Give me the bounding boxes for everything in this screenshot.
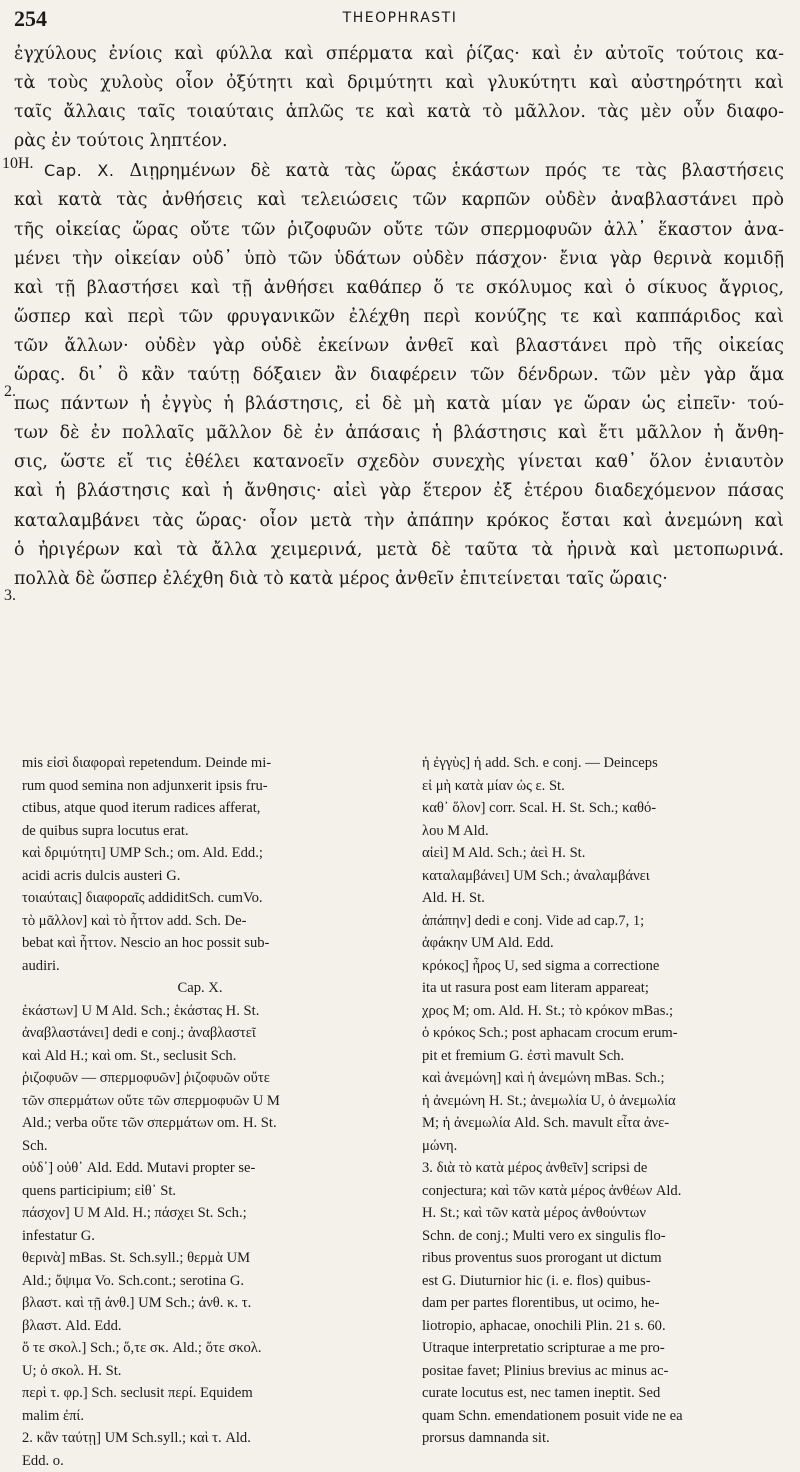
main-line: καὶ κατὰ τὰς ἀνθήσεις καὶ τελειώσεις τῶν καρπῶν οὐδὲν ἀναβλαστάνει πρὸ	[14, 186, 784, 215]
note-line: Schn. de conj.; Multi vero ex singulis flo-	[422, 1225, 784, 1248]
notes-right-column	[422, 752, 784, 1450]
chapter-heading: Cap. X.	[44, 161, 114, 180]
main-line: ὥρας. δι᾽ ὃ κἂν ταύτῃ δόξαιεν ἂν διαφέρειν τῶν δένδρων. τῶν μὲν γὰρ ἅμα	[14, 361, 784, 390]
note-line: H. St.; καὶ τῶν κατὰ μέρος ἀνθούντων	[422, 1202, 784, 1225]
note-line: καὶ ἀνεμώνη] καὶ ἡ ἀνεμώνη mBas. Sch.;	[422, 1067, 784, 1090]
note-line: μώνη.	[422, 1135, 784, 1158]
note-line: Ald.; ὄψιμα Vo. Sch.cont.; serotina G.	[22, 1270, 378, 1293]
note-line: infestatur G.	[22, 1225, 378, 1248]
main-line: πολλὰ δὲ ὥσπερ ἐλέχθη διὰ τὸ κατὰ μέρος ἀνθεῖν ἐπιτείνεται ταῖς ὥραις·	[14, 565, 784, 594]
note-line: positae favet; Plinius brevius ac minus ac-	[422, 1360, 784, 1383]
note-line: κρόκος] ἦρος U, sed sigma a correctione	[422, 955, 784, 978]
margin-para-2: 2.	[4, 383, 16, 401]
note-line: χρος M; om. Ald. H. St.; τὸ κρόκον mBas.;	[422, 1000, 784, 1023]
notes-left-column	[22, 752, 378, 1472]
note-line: ὅ τε σκολ.] Sch.; ὅ,τε σκ. Ald.; ὅτε σκολ.	[22, 1337, 378, 1360]
note-line: ἡ ἐγγὺς] ἡ add. Sch. e conj. — Deinceps	[422, 752, 784, 775]
note-line: βλαστ. καὶ τῇ ἀνθ.] UM Sch.; ἀνθ. κ. τ.	[22, 1292, 378, 1315]
note-line: prorsus damnanda sit.	[422, 1427, 784, 1450]
main-line: ὁ ἠριγέρων καὶ τὰ ἄλλα χειμερινά, μετὰ δὲ ταῦτα τὰ ἠρινὰ καὶ μετοπωρινά.	[14, 536, 784, 565]
main-line: καὶ ἡ βλάστησις καὶ ἡ ἄνθησις· αἰεὶ γὰρ ἕτερον ἐξ ἑτέρου διαδεχόμενον πάσας	[14, 477, 784, 506]
note-line: ita ut rasura post eam literam appareat;	[422, 977, 784, 1000]
note-line: ῥιζοφυῶν — σπερμοφυῶν] ῥιζοφυῶν οὔτε	[22, 1067, 378, 1090]
note-line: τοιαύταις] διαφοραῖς addiditSch. cumVo.	[22, 887, 378, 910]
note-line: 3. διὰ τὸ κατὰ μέρος ἀνθεῖν] scripsi de	[422, 1157, 784, 1180]
note-line: de quibus supra locutus erat.	[22, 820, 378, 843]
main-text	[14, 40, 784, 594]
main-line: ἐγχύλους ἐνίοις καὶ φύλλα καὶ σπέρματα καὶ ῥίζας· καὶ ἐν αὐτοῖς τούτοις κα-	[14, 40, 784, 69]
note-line: M; ἡ ἀνεμωλία Ald. Sch. mavult εἶτα ἀνε-	[422, 1112, 784, 1135]
main-line: καταλαμβάνει τὰς ὥρας· οἷον μετὰ τὴν ἀπάπην κρόκος ἔσται καὶ ἀνεμώνη καὶ	[14, 507, 784, 536]
note-line: οὐδ᾽] οὐθ᾽ Ald. Edd. Mutavi propter se-	[22, 1157, 378, 1180]
main-line-chapter	[14, 156, 784, 186]
note-line: καθ᾽ ὅλον] corr. Scal. H. St. Sch.; καθό-	[422, 797, 784, 820]
note-line: audiri.	[22, 955, 378, 978]
note-line: U; ὁ σκολ. H. St.	[22, 1360, 378, 1383]
note-line: περὶ τ. φρ.] Sch. seclusit περί. Equidem	[22, 1382, 378, 1405]
note-line: ἀναβλαστάνει] dedi e conj.; ἀναβλαστεῖ	[22, 1022, 378, 1045]
note-line: liotropio, aphacae, onochili Plin. 21 s. 60.	[422, 1315, 784, 1338]
main-line-text: Διῃρημένων δὲ κατὰ τὰς ὥρας ἑκάστων πρός τε τὰς βλαστήσεις	[129, 161, 784, 181]
main-line: τὰ τοὺς χυλοὺς οἷον ὀξύτητι καὶ δριμύτητι καὶ γλυκύτητι καὶ αὐστηρότητι καὶ	[14, 69, 784, 98]
margin-para-3: 3.	[4, 587, 16, 605]
note-line: λου M Ald.	[422, 820, 784, 843]
margin-chapter-ref: 10H.	[2, 155, 34, 173]
note-line: ὁ κρόκος Sch.; post aphacam crocum erum-	[422, 1022, 784, 1045]
page-number: 254	[14, 6, 47, 32]
note-line: καταλαμβάνει] UM Sch.; ἀναλαμβάνει	[422, 865, 784, 888]
note-line: ribus proventus suos prorogant ut dictum	[422, 1247, 784, 1270]
note-line: ἀπάπην] dedi e conj. Vide ad cap.7, 1;	[422, 910, 784, 933]
note-chapter-heading: Cap. X.	[22, 977, 378, 1000]
note-line: 2. κἂν ταύτῃ] UM Sch.syll.; καὶ τ. Ald.	[22, 1427, 378, 1450]
note-line: τῶν σπερμάτων οὔτε τῶν σπερμοφυῶν U M	[22, 1090, 378, 1113]
note-line: Sch.	[22, 1135, 378, 1158]
note-line: dam per partes florentibus, ut ocimo, he-	[422, 1292, 784, 1315]
note-line: ἡ ἀνεμώνη H. St.; ἀνεμωλία U, ὁ ἀνεμωλία	[422, 1090, 784, 1113]
note-line: conjectura; καὶ τῶν κατὰ μέρος ἀνθέων Ald.	[422, 1180, 784, 1203]
main-line: τῶν ἄλλων· οὐδὲν γὰρ οὐδὲ ἐκείνων ἀνθεῖ καὶ βλαστάνει πρὸ τῆς οἰκείας	[14, 332, 784, 361]
note-line: Ald.; verba οὔτε τῶν σπερμάτων om. H. St.	[22, 1112, 378, 1135]
main-line: πως πάντων ἡ ἐγγὺς ἡ βλάστησις, εἰ δὲ μὴ κατὰ μίαν γε ὥραν ὡς εἰπεῖν· τού-	[14, 390, 784, 419]
note-line: bebat καὶ ἧττον. Nescio an hoc possit sub-	[22, 932, 378, 955]
running-title: THEOPHRASTI	[14, 10, 786, 26]
note-line: τὸ μᾶλλον] καὶ τὸ ἧττον add. Sch. De-	[22, 910, 378, 933]
main-line: ρὰς ἐν τούτοις ληπτέον.	[14, 127, 784, 156]
note-line: quam Schn. emendationem posuit vide ne ea	[422, 1405, 784, 1428]
note-line: βλαστ. Ald. Edd.	[22, 1315, 378, 1338]
main-line: ταῖς ἄλλαις ταῖς τοιαύταις ἁπλῶς τε καὶ κατὰ τὸ μᾶλλον. τὰς μὲν οὖν διαφο-	[14, 98, 784, 127]
main-line: ὥσπερ καὶ περὶ τῶν φρυγανικῶν ἐλέχθη περὶ κονύζης τε καὶ καππάριδος καὶ	[14, 303, 784, 332]
note-line: mis εἰσὶ διαφοραὶ repetendum. Deinde mi-	[22, 752, 378, 775]
main-line: των δὲ ἐν πολλαῖς μᾶλλον δὲ ἐν ἁπάσαις ἡ βλάστησις καὶ ἔτι μᾶλλον ἡ ἄνθη-	[14, 419, 784, 448]
page-header	[14, 6, 786, 34]
note-line: καὶ δριμύτητι] UMP Sch.; om. Ald. Edd.;	[22, 842, 378, 865]
main-line: σις, ὥστε εἴ τις ἐθέλει κατανοεῖν σχεδὸν συνεχὴς γίνεται καθ᾽ ὅλον ἐνιαυτὸν	[14, 448, 784, 477]
note-line: θερινὰ] mBas. St. Sch.syll.; θερμὰ UM	[22, 1247, 378, 1270]
main-line: τῆς οἰκείας ὥρας οὔτε τῶν ῥιζοφυῶν οὔτε τῶν σπερμοφυῶν ἀλλ᾽ ἕκαστον ἀνα-	[14, 216, 784, 245]
note-line: ἀφάκην UM Ald. Edd.	[422, 932, 784, 955]
note-line: quens participium; εἰθ᾽ St.	[22, 1180, 378, 1203]
note-line: Ald. H. St.	[422, 887, 784, 910]
note-line: curate locutus est, nec tamen ineptit. Sed	[422, 1382, 784, 1405]
main-line: καὶ τῇ βλαστήσει καὶ τῇ ἀνθήσει καθάπερ ὅ τε σκόλυμος καὶ ὁ σίκυος ἄγριος,	[14, 274, 784, 303]
note-line: est G. Diuturnior hic (i. e. flos) quibus-	[422, 1270, 784, 1293]
note-line: acidi acris dulcis austeri G.	[22, 865, 378, 888]
critical-apparatus	[22, 752, 782, 1272]
note-line: πάσχον] U M Ald. H.; πάσχει St. Sch.;	[22, 1202, 378, 1225]
note-line: rum quod semina non adjunxerit ipsis fru-	[22, 775, 378, 798]
note-line: εἰ μὴ κατὰ μίαν ὡς ε. St.	[422, 775, 784, 798]
note-line: malim ἐπί.	[22, 1405, 378, 1428]
note-line: Edd. o.	[22, 1450, 378, 1472]
note-line: pit et fremium G. ἐστὶ mavult Sch.	[422, 1045, 784, 1068]
note-line: ctibus, atque quod iterum radices afferat,	[22, 797, 378, 820]
note-line: ἑκάστων] U M Ald. Sch.; ἑκάστας H. St.	[22, 1000, 378, 1023]
note-line: αἰεὶ] M Ald. Sch.; ἀεὶ H. St.	[422, 842, 784, 865]
main-line: μένει τὴν οἰκείαν οὐδ᾽ ὑπὸ τῶν ὑδάτων οὐδὲν πάσχον· ἔνια γὰρ θερινὰ κομιδῇ	[14, 245, 784, 274]
note-line: Utraque interpretatio scripturae a me pro-	[422, 1337, 784, 1360]
note-line: καὶ Ald H.; καὶ om. St., seclusit Sch.	[22, 1045, 378, 1068]
